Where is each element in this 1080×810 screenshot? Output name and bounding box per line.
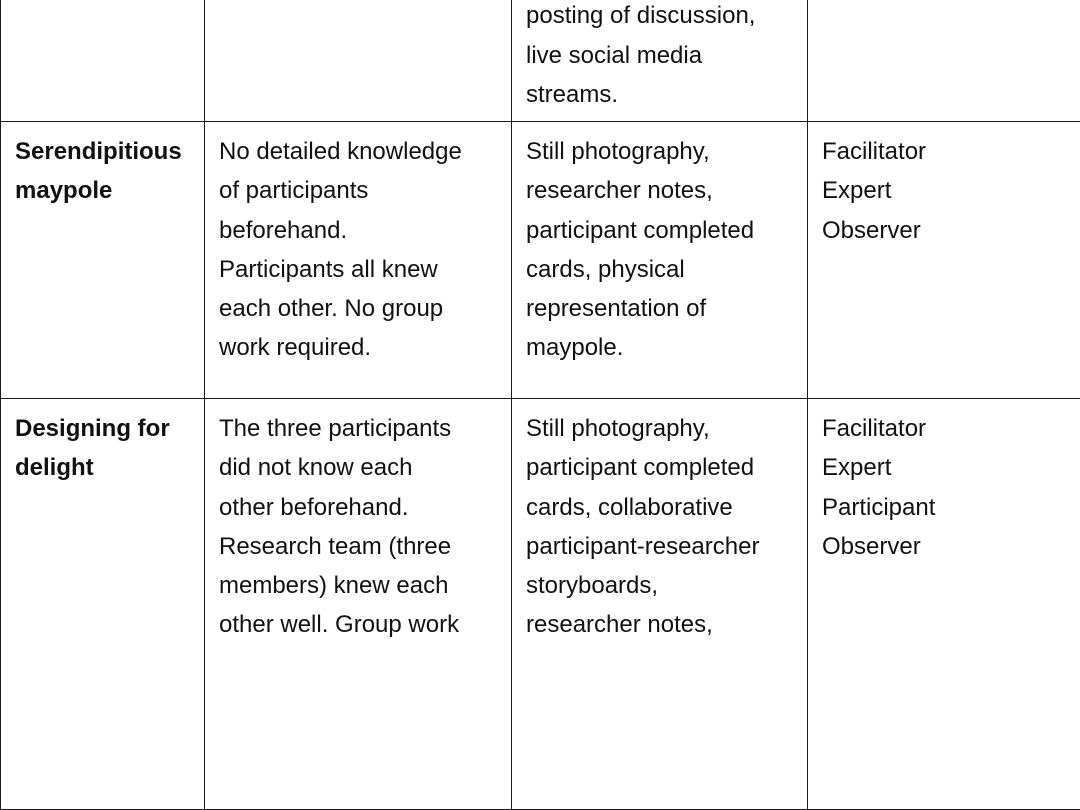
data-collection-cell: [512, 0, 808, 122]
cell-line: The three participants: [219, 409, 497, 448]
cell-line: did not know each: [219, 448, 497, 487]
role-line: Facilitator: [822, 409, 1067, 448]
cell-line: each other. No group: [219, 289, 497, 328]
table-row: [1, 399, 1080, 810]
cell-line: researcher notes,: [526, 605, 793, 644]
cell-line: representation of: [526, 289, 793, 328]
table-row: [1, 122, 1080, 399]
activity-cell: [1, 399, 205, 810]
data-collection-cell: [512, 399, 808, 810]
cell-line: cards, collaborative: [526, 488, 793, 527]
roles-cell: [808, 399, 1080, 810]
role-line: Observer: [822, 211, 1067, 250]
role-line: Expert: [822, 171, 1067, 210]
cell-line: Participants all knew: [219, 250, 497, 289]
cell-line: members) knew each: [219, 566, 497, 605]
activity-cell: [1, 0, 205, 122]
cell-line: storyboards,: [526, 566, 793, 605]
cell-line: of participants: [219, 171, 497, 210]
cell-line: participant completed: [526, 211, 793, 250]
roles-cell: [808, 122, 1080, 399]
context-cell: [205, 0, 512, 122]
activity-name-line: Serendipitious: [15, 132, 190, 171]
activity-name-line: Designing for: [15, 409, 190, 448]
cell-line: streams.: [526, 75, 793, 114]
context-cell: [205, 122, 512, 399]
activity-name-line: delight: [15, 448, 190, 487]
cell-line: Research team (three: [219, 527, 497, 566]
role-line: Observer: [822, 527, 1067, 566]
cell-line: maypole.: [526, 328, 793, 367]
cell-line: Still photography,: [526, 409, 793, 448]
table-row: [1, 0, 1080, 122]
cell-line: other well. Group work: [219, 605, 497, 644]
cell-line: participant completed: [526, 448, 793, 487]
cell-line: Still photography,: [526, 132, 793, 171]
data-collection-cell: [512, 122, 808, 399]
cell-line: work required.: [219, 328, 497, 367]
activity-cell: [1, 122, 205, 399]
cell-line: beforehand.: [219, 211, 497, 250]
role-line: Facilitator: [822, 132, 1067, 171]
cell-line: other beforehand.: [219, 488, 497, 527]
activity-name-line: maypole: [15, 171, 190, 210]
cell-line: No detailed knowledge: [219, 132, 497, 171]
cell-line: participant-researcher: [526, 527, 793, 566]
context-cell: [205, 399, 512, 810]
cell-line: posting of discussion,: [526, 0, 793, 36]
cell-line: cards, physical: [526, 250, 793, 289]
roles-cell: [808, 0, 1080, 122]
cell-line: live social media: [526, 36, 793, 75]
role-line: Participant: [822, 488, 1067, 527]
role-line: Expert: [822, 448, 1067, 487]
cell-line: researcher notes,: [526, 171, 793, 210]
